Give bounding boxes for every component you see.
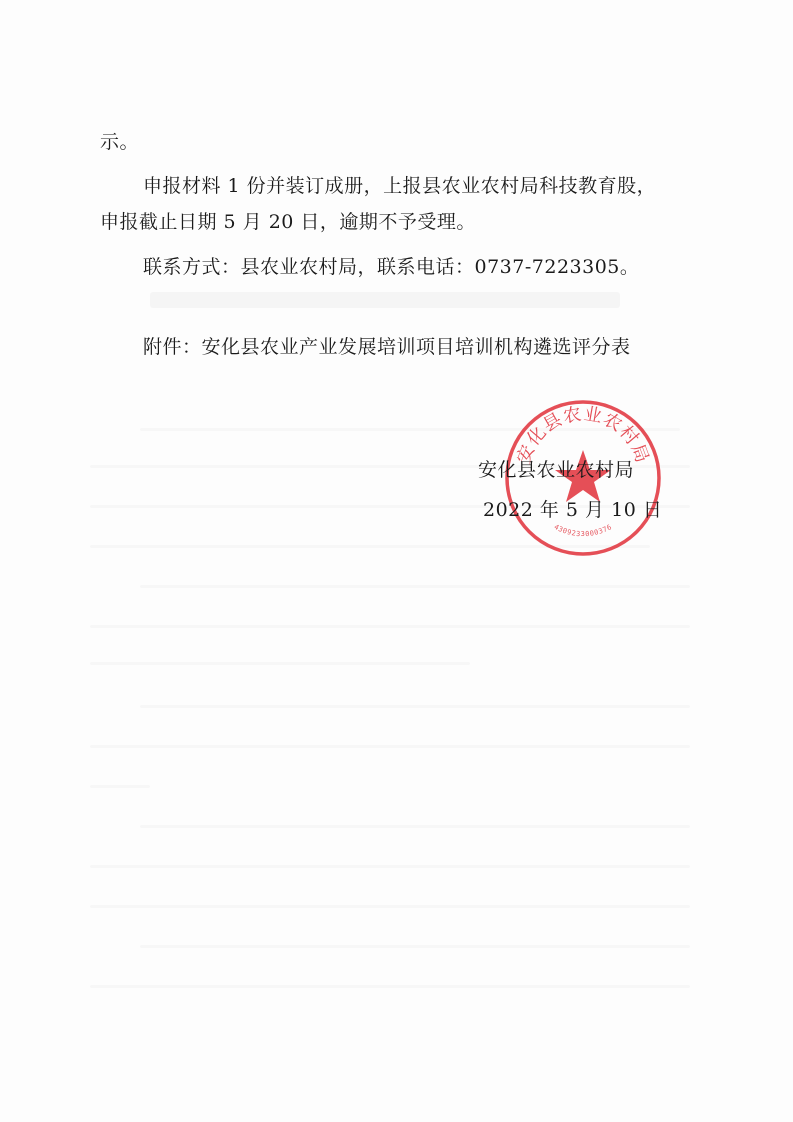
signature-org: 安化县农业农村局 <box>478 459 635 481</box>
signature-date: 2022 年 5 月 10 日 <box>483 499 663 521</box>
body-line-1: 示。 <box>100 131 140 153</box>
seal-code: 4309233000376 <box>552 522 614 539</box>
svg-text:4309233000376 <box>553 523 614 538</box>
contact-line: 联系方式：县农业农村局，联系电话：0737-7223305。 <box>143 256 640 278</box>
seal-text: 安化县农业农村局 <box>513 403 653 467</box>
body-line-2: 申报材料 1 份并装订成册，上报县农业农村局科技教育股， <box>143 175 657 197</box>
attachment-line: 附件：安化县农业产业发展培训项目培训机构遴选评分表 <box>143 336 631 358</box>
body-line-3: 申报截止日期 5 月 20 日，逾期不予受理。 <box>100 211 476 233</box>
